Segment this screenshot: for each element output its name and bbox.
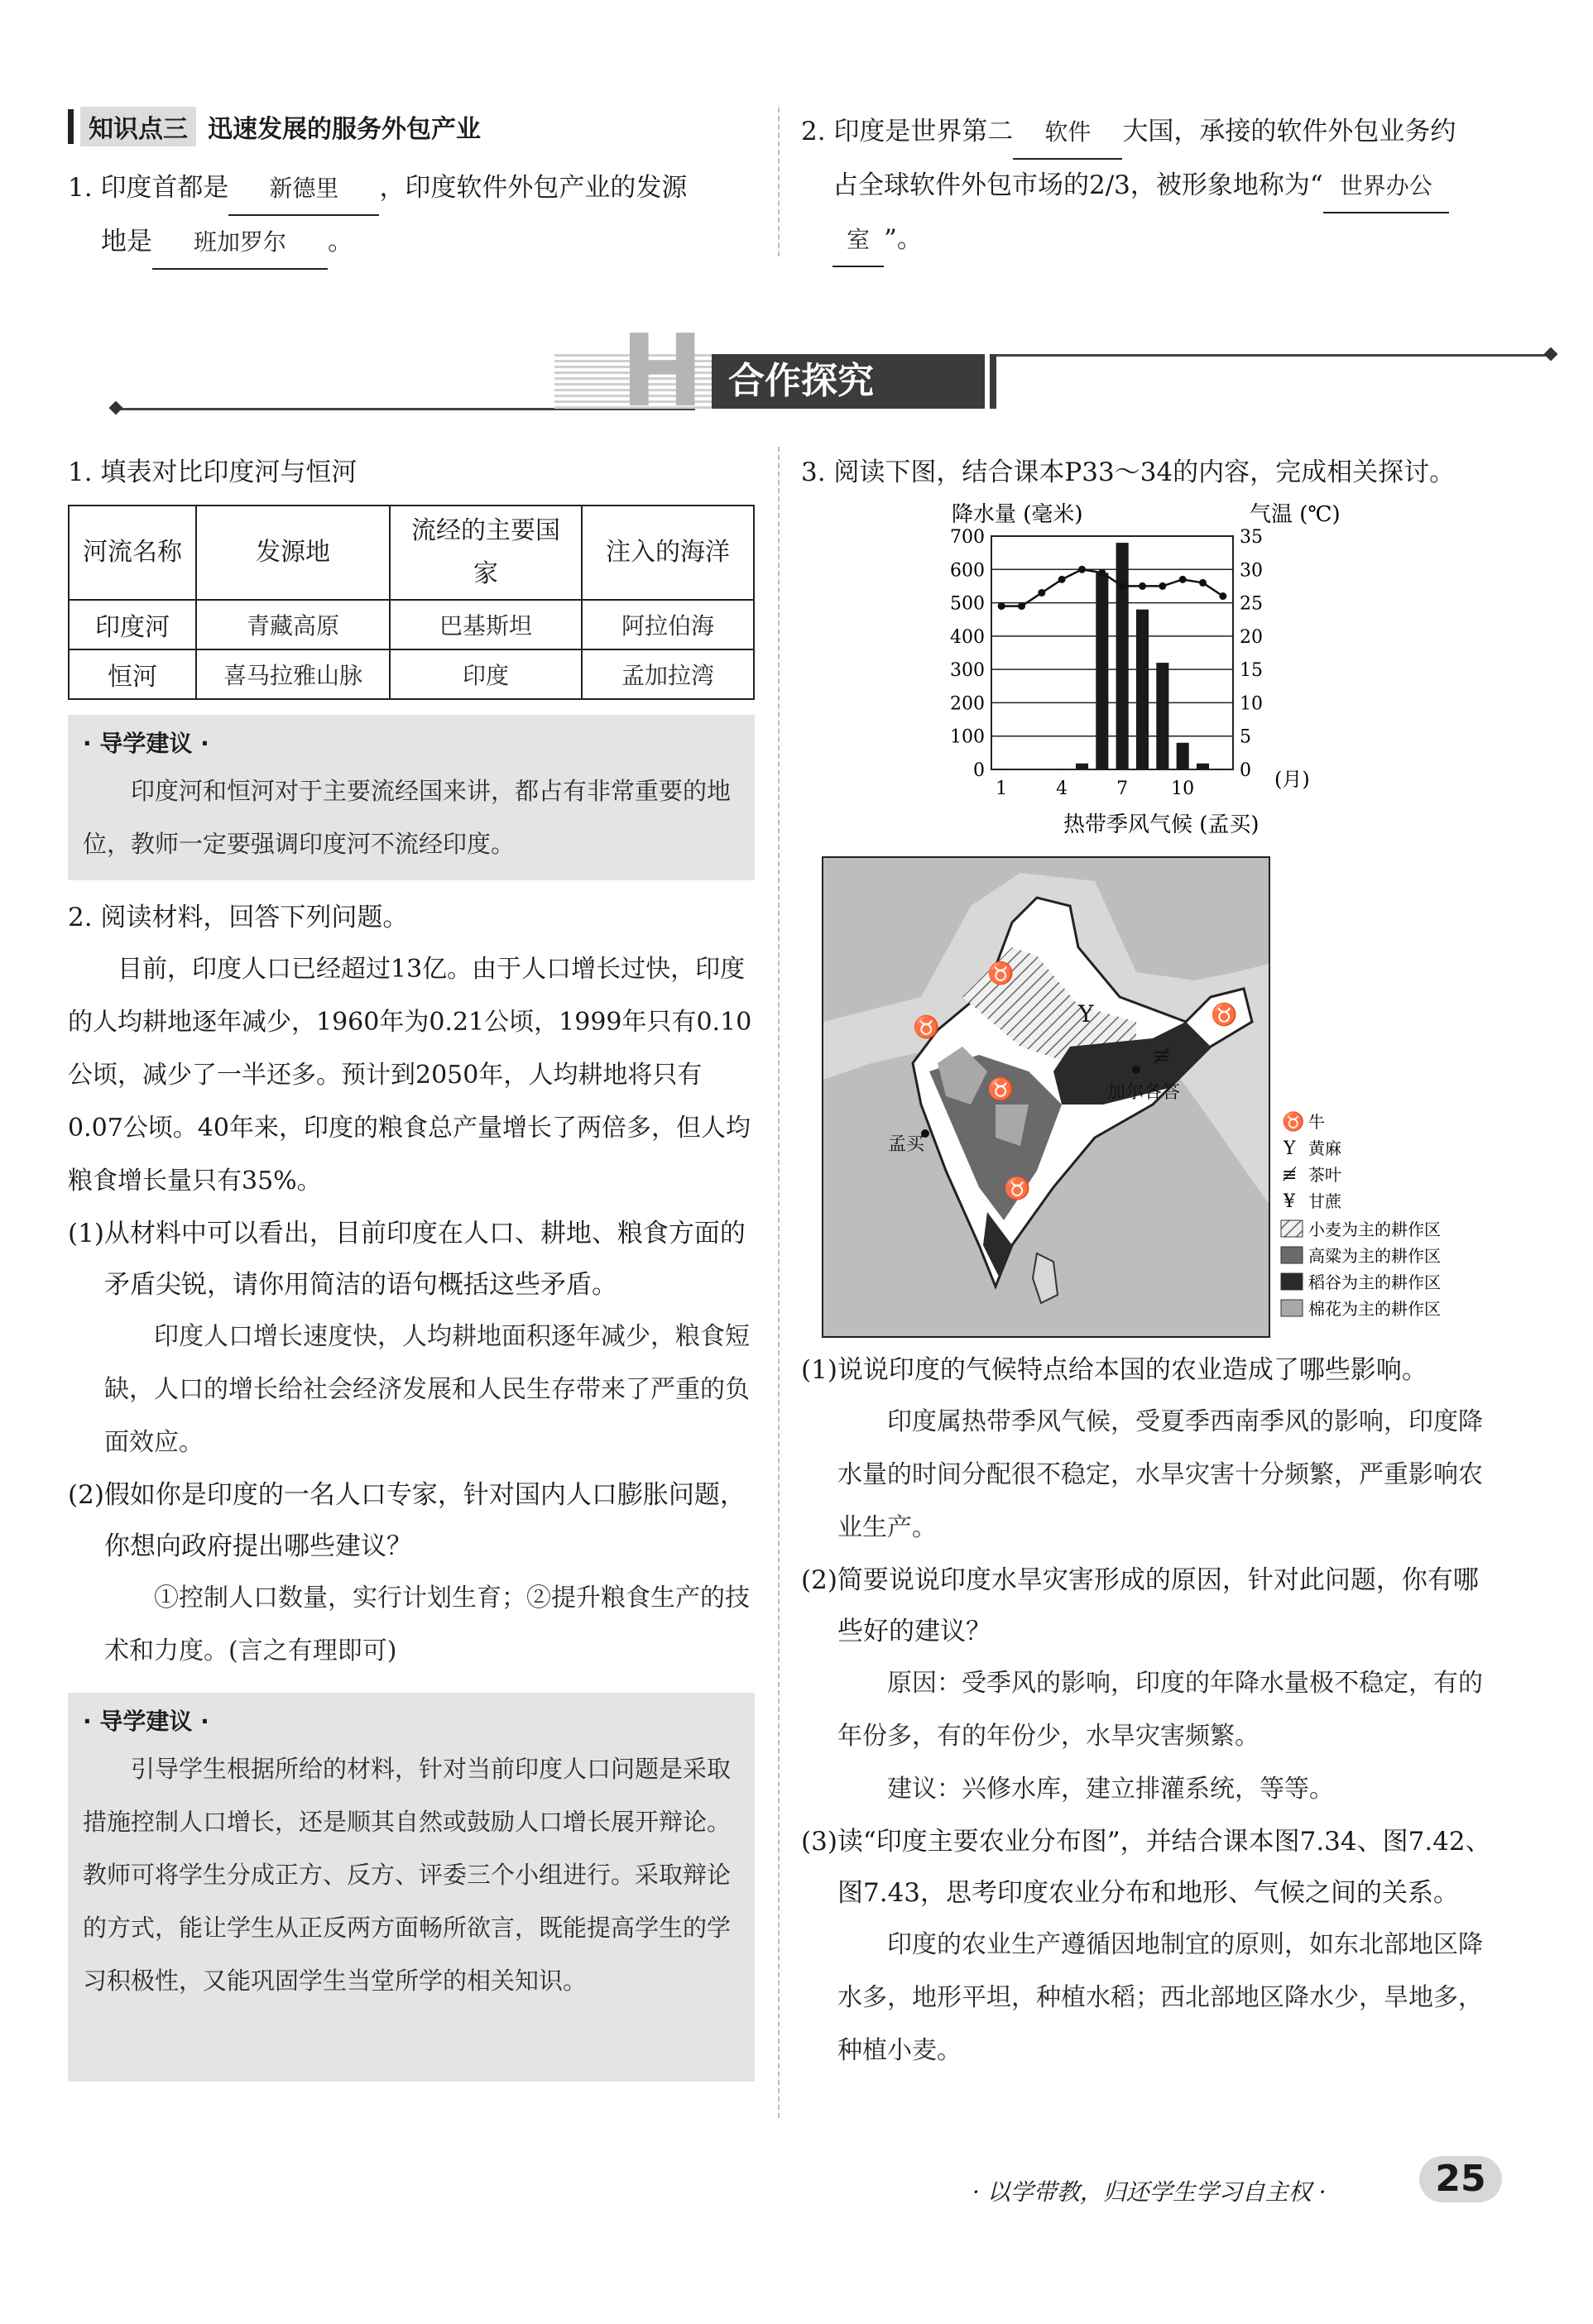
footer-motto: · 以学带教，归还学生学习自主权 · bbox=[972, 2178, 1327, 2206]
legend-label: 棉花为主的耕作区 bbox=[1308, 1299, 1441, 1319]
left-column-top bbox=[68, 106, 755, 270]
legend-label: 甘蔗 bbox=[1308, 1191, 1341, 1211]
temperature-point bbox=[1098, 569, 1106, 577]
legend-icon: Y bbox=[1284, 1138, 1296, 1159]
table-header: 注入的海洋 bbox=[582, 506, 754, 600]
y-left-tick-label: 400 bbox=[950, 626, 985, 648]
temperature-point bbox=[1219, 592, 1226, 600]
q2-text-c: 占全球软件外包市场的2/3，被形象地称为“ bbox=[832, 170, 1323, 200]
temperature-point bbox=[1139, 582, 1146, 590]
q3-sub-3: (3)读“印度主要农业分布图”，并结合课本图7.34、图7.42、图7.43，思考印度农业分布和地形、气候之间的关系。 bbox=[801, 1827, 1491, 1908]
legend-label: 茶叶 bbox=[1308, 1165, 1341, 1185]
right-column-top bbox=[801, 106, 1496, 267]
river-comparison-table bbox=[68, 505, 755, 700]
q3-answer-2b: 建议：兴修水库，建立排灌系统，等等。 bbox=[887, 1775, 1334, 1804]
guide-title: · 导学建议 · bbox=[83, 730, 209, 757]
q2-material: 目前，印度人口已经超过13亿。由于人口增长过快，印度的人均耕地逐年减少，1960年为0.21公顷，1999年只有0.10公顷，减少了一半还多。预计到2050年，人均耕地将只有0.07公顷。40年来，印度的粮食总产量增长了两倍多，但人均粮食增长量只有35%。 bbox=[68, 955, 752, 1196]
q3-answer-3: 印度的农业生产遵循因地制宜的原则，如东北部地区降水多，地形平坦，种植水稻；西北部地区降水少，旱地多，种植小麦。 bbox=[837, 1930, 1483, 2065]
table-cell: 印度 bbox=[390, 649, 582, 699]
q2-answer-office-b: 室 bbox=[832, 214, 884, 267]
q1-text-d: 。 bbox=[328, 227, 353, 256]
guide-box-1 bbox=[68, 715, 755, 880]
guide-title: · 导学建议 · bbox=[83, 1708, 209, 1735]
cattle-icon: ♉ bbox=[1211, 1003, 1238, 1028]
precip-bar bbox=[1177, 743, 1189, 769]
temperature-point bbox=[1119, 582, 1126, 590]
legend-swatch bbox=[1281, 1220, 1303, 1237]
q3-answer-2a: 原因：受季风的影响，印度的年降水量极不稳定，有的年份多，有的年份少，水旱灾害频繁。 bbox=[837, 1669, 1483, 1751]
cattle-icon: ♉ bbox=[1004, 1176, 1031, 1201]
knowledge-point-tag: 知识点三 bbox=[80, 107, 196, 146]
knowledge-point-header bbox=[68, 106, 755, 147]
y-left-tick-label: 100 bbox=[950, 726, 985, 748]
table-cell: 喜马拉雅山脉 bbox=[196, 649, 390, 699]
x-axis-unit: (月) bbox=[1274, 768, 1310, 791]
q2-answer-office-a: 世界办公 bbox=[1323, 161, 1449, 213]
q1-answer-origin: 班加罗尔 bbox=[152, 217, 328, 270]
table-cell: 巴基斯坦 bbox=[390, 600, 582, 649]
table-cell: 印度河 bbox=[69, 600, 196, 649]
jute-icon: Y bbox=[1078, 1000, 1094, 1028]
cattle-icon: ♉ bbox=[987, 1077, 1015, 1102]
plot-frame bbox=[991, 536, 1233, 769]
legend-label: 稻谷为主的耕作区 bbox=[1308, 1272, 1441, 1292]
cattle-icon: ♉ bbox=[987, 961, 1015, 986]
guide-text: 印度河和恒河对于主要流经国来讲，都占有非常重要的地位，教师一定要强调印度河不流经印度。 bbox=[83, 777, 732, 858]
table-header: 流经的主要国家 bbox=[390, 506, 582, 600]
temperature-point bbox=[998, 602, 1005, 610]
x-tick-label: 4 bbox=[1056, 779, 1068, 799]
x-tick-label: 10 bbox=[1171, 779, 1195, 799]
temperature-line bbox=[1001, 569, 1223, 606]
banner-dot-right bbox=[1544, 347, 1558, 362]
precip-bar bbox=[1096, 573, 1108, 769]
y-right-tick-label: 10 bbox=[1240, 693, 1263, 715]
y-right-tick-label: 30 bbox=[1240, 560, 1263, 582]
q2-answer-1: 印度人口增长速度快，人均耕地面积逐年减少，粮食短缺，人口的增长给社会经济发展和人民生存带来了严重的负面效应。 bbox=[104, 1322, 750, 1457]
legend-label: 牛 bbox=[1308, 1112, 1325, 1132]
temperature-point bbox=[1058, 576, 1066, 583]
left-q1-title: 1. 填表对比印度河与恒河 bbox=[68, 458, 357, 487]
q2-text-d: ”。 bbox=[884, 224, 923, 254]
y-left-tick-label: 300 bbox=[950, 660, 985, 682]
q3-answer-1: 印度属热带季风气候，受夏季西南季风的影响，印度降水量的时间分配很不稳定，水旱灾害十分频繁，严重影响农业生产。 bbox=[837, 1407, 1483, 1542]
q2-sub-2: (2)假如你是印度的一名人口专家，针对国内人口膨胀问题，你想向政府提出哪些建议？ bbox=[68, 1480, 746, 1561]
column-divider-main bbox=[778, 447, 780, 2118]
legend-label: 小麦为主的耕作区 bbox=[1308, 1220, 1441, 1239]
banner-line-right bbox=[993, 354, 1552, 357]
y-left-tick-label: 0 bbox=[973, 760, 985, 781]
section-title: 合作探究 bbox=[712, 354, 985, 409]
left-q2-title: 2. 阅读材料，回答下列问题。 bbox=[68, 903, 409, 932]
knowledge-point-title: 迅速发展的服务外包产业 bbox=[208, 115, 481, 144]
table-row bbox=[69, 600, 754, 649]
map-legend bbox=[1281, 1111, 1441, 1319]
q2-text-a: 印度是世界第二 bbox=[833, 117, 1014, 146]
q2-text-b: 大国，承接的软件外包业务约 bbox=[1122, 117, 1456, 146]
precip-bar bbox=[1116, 543, 1129, 769]
temperature-point bbox=[1078, 566, 1086, 573]
table-header: 河流名称 bbox=[69, 506, 196, 600]
banner-dot-left bbox=[109, 401, 123, 415]
agriculture-map bbox=[822, 856, 1484, 1344]
banner-letter: H bbox=[621, 314, 704, 429]
q2-number: 2. bbox=[801, 117, 826, 146]
precip-bar bbox=[1156, 663, 1168, 769]
climate-chart-svg bbox=[919, 496, 1349, 844]
y-axis-left-label: 降水量 (毫米) bbox=[952, 502, 1083, 527]
column-divider-top bbox=[778, 108, 780, 256]
x-tick-label: 7 bbox=[1116, 779, 1129, 799]
temperature-point bbox=[1038, 589, 1045, 597]
legend-label: 高粱为主的耕作区 bbox=[1308, 1246, 1441, 1266]
header-bar bbox=[68, 109, 74, 144]
kolkata-dot bbox=[1132, 1066, 1140, 1074]
left-column-main bbox=[68, 447, 755, 2082]
legend-swatch bbox=[1281, 1300, 1303, 1316]
y-right-tick-label: 0 bbox=[1240, 760, 1251, 781]
y-axis-right-label: 气温 (℃) bbox=[1250, 502, 1341, 527]
y-right-tick-label: 5 bbox=[1240, 726, 1251, 748]
y-right-tick-label: 25 bbox=[1240, 593, 1263, 615]
y-left-tick-label: 200 bbox=[950, 693, 985, 715]
q1-text-b: ，印度软件外包产业的发源 bbox=[379, 173, 688, 203]
precip-bar bbox=[1197, 764, 1209, 769]
kp3-question-1 bbox=[68, 162, 755, 270]
q2-sub-1: (1)从材料中可以看出，目前印度在人口、耕地、粮食方面的矛盾尖锐，请你用简洁的语句概括这些矛盾。 bbox=[68, 1219, 746, 1300]
right-q3-title: 3. 阅读下图，结合课本P33～34的内容，完成相关探讨。 bbox=[801, 458, 1456, 487]
table-cell: 恒河 bbox=[69, 649, 196, 699]
city-bombay: 孟买 bbox=[888, 1134, 925, 1155]
table-cell: 孟加拉湾 bbox=[582, 649, 754, 699]
q3-sub-2: (2)简要说说印度水旱灾害形成的原因，针对此问题，你有哪些好的建议？ bbox=[801, 1565, 1479, 1646]
q2-answer-software: 软件 bbox=[1013, 107, 1122, 160]
climate-chart bbox=[919, 496, 1349, 844]
x-tick-label: 1 bbox=[996, 779, 1008, 799]
legend-label: 黄麻 bbox=[1308, 1138, 1341, 1158]
page-number: 25 bbox=[1419, 2156, 1502, 2202]
q1-text-a: 印度首都是 bbox=[100, 173, 229, 203]
temperature-point bbox=[1018, 602, 1025, 610]
chart-title: 热带季风气候 (孟买) bbox=[1063, 812, 1260, 837]
city-kolkata: 加尔各答 bbox=[1107, 1082, 1181, 1103]
precip-bar bbox=[1076, 764, 1088, 769]
q2-answer-2: ①控制人口数量，实行计划生育；②提升粮食生产的技术和力度。(言之有理即可) bbox=[104, 1584, 750, 1665]
precip-bar bbox=[1136, 610, 1149, 769]
temperature-point bbox=[1179, 576, 1187, 583]
y-left-tick-label: 700 bbox=[950, 527, 985, 548]
y-right-tick-label: 20 bbox=[1240, 626, 1263, 648]
table-header: 发源地 bbox=[196, 506, 390, 600]
table-cell: 青藏高原 bbox=[196, 600, 390, 649]
temperature-point bbox=[1159, 582, 1166, 590]
agriculture-map-svg bbox=[822, 856, 1484, 1344]
table-header-row bbox=[69, 506, 754, 600]
table-cell: 阿拉伯海 bbox=[582, 600, 754, 649]
q3-sub-1: (1)说说印度的气候特点给本国的农业造成了哪些影响。 bbox=[801, 1355, 1427, 1385]
y-right-tick-label: 15 bbox=[1240, 660, 1263, 682]
y-right-tick-label: 35 bbox=[1240, 527, 1263, 548]
y-left-tick-label: 500 bbox=[950, 593, 985, 615]
y-left-tick-label: 600 bbox=[950, 560, 985, 582]
section-banner bbox=[116, 314, 1440, 429]
tea-icon: ≢ bbox=[1153, 1044, 1171, 1069]
legend-swatch bbox=[1281, 1247, 1303, 1263]
legend-icon: ¥ bbox=[1284, 1191, 1295, 1212]
right-column-questions bbox=[801, 1344, 1496, 2077]
legend-icon: ♉ bbox=[1282, 1112, 1305, 1133]
temperature-point bbox=[1199, 579, 1207, 587]
cattle-icon: ♉ bbox=[913, 1015, 940, 1040]
right-column-main bbox=[801, 447, 1496, 498]
q1-text-c: 地是 bbox=[101, 227, 152, 256]
legend-icon: ≢ bbox=[1282, 1165, 1298, 1186]
legend-swatch bbox=[1281, 1273, 1303, 1290]
guide-box-2 bbox=[68, 1693, 755, 2082]
q1-number: 1. bbox=[68, 173, 93, 203]
table-row bbox=[69, 649, 754, 699]
guide-text: 引导学生根据所给的材料，针对当前印度人口问题是采取措施控制人口增长，还是顺其自然或鼓励人口增长展开辩论。教师可将学生分成正方、反方、评委三个小组进行。采取辩论的方式，能让学生从正反两方面畅所欲言，既能提高学生的学习积极性，又能巩固学生当堂所学的相关知识。 bbox=[83, 1755, 732, 1995]
kp3-question-2 bbox=[801, 106, 1496, 267]
q1-answer-capital: 新德里 bbox=[228, 163, 379, 216]
